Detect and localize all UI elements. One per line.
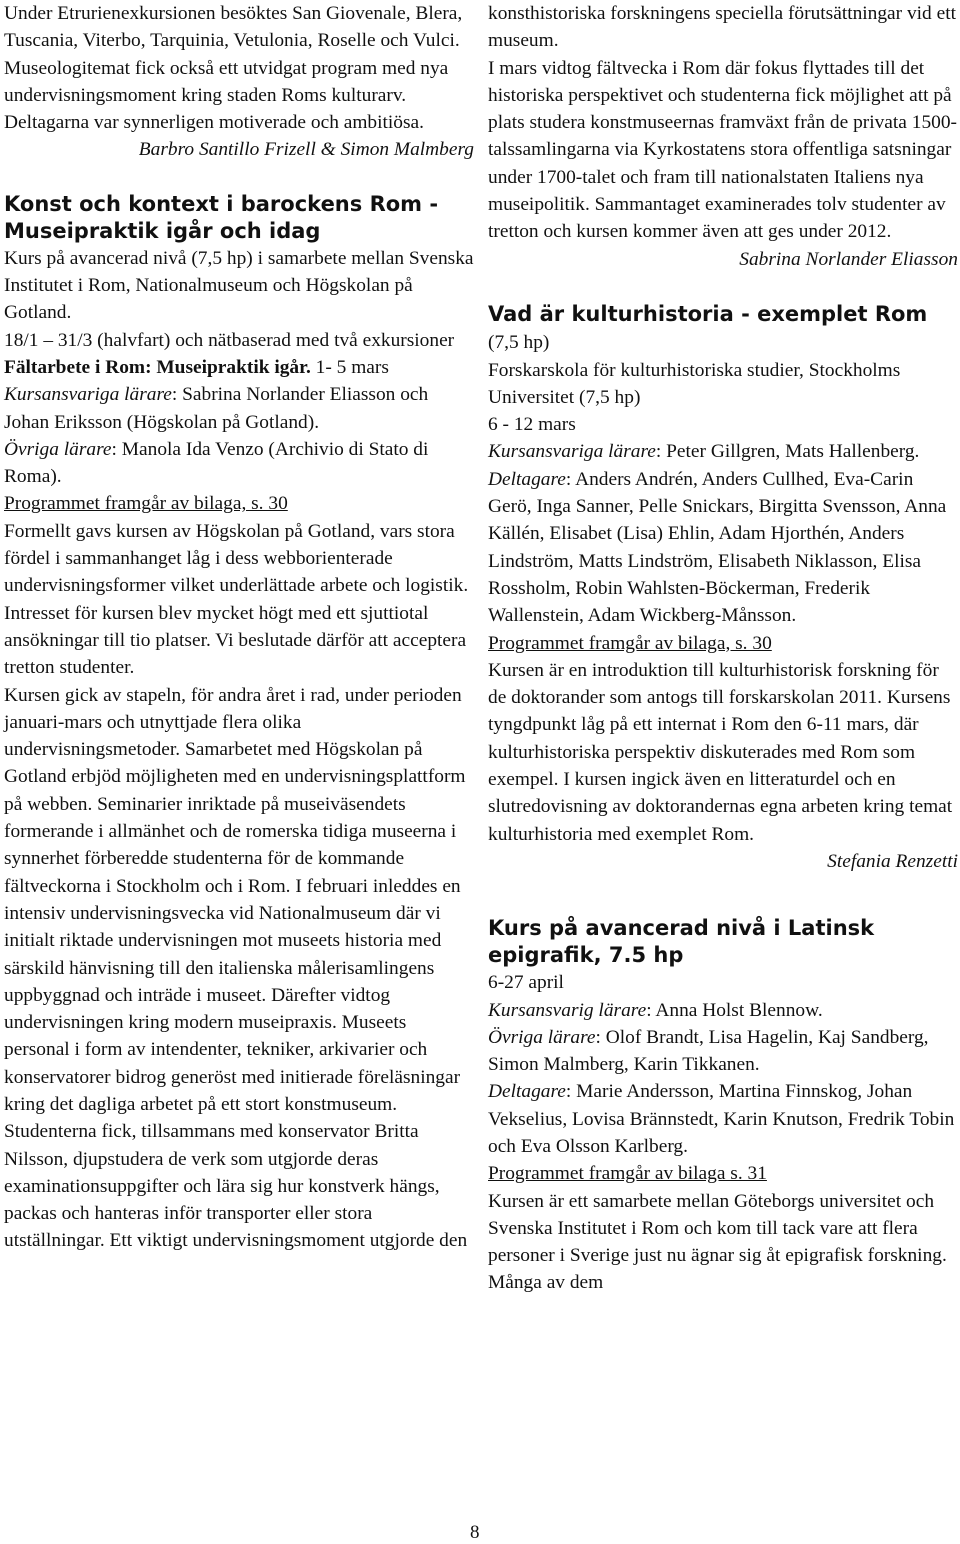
other-teachers-line bbox=[4, 436, 476, 491]
course3-dates: 6-27 april bbox=[488, 972, 564, 994]
program-link[interactable]: Programmet framgår av bilaga, s. 30 bbox=[4, 493, 288, 515]
course-title: Konst och kontext i barockens Rom - Museipraktik igår och idag bbox=[4, 191, 439, 243]
signature-right-1: Sabrina Norlander Eliasson bbox=[739, 248, 958, 270]
course2-info: Forskarskola för kulturhistoriska studier, Stockholms Universitet (7,5 hp) bbox=[488, 359, 901, 408]
course3-other-line bbox=[488, 1024, 958, 1079]
course2-teachers: : Peter Gillgren, Mats Hallenberg. bbox=[655, 441, 920, 463]
course2-title: Vad är kulturhistoria - exemplet Rom bbox=[488, 301, 928, 326]
course3-other: : Olof Brandt, Lisa Hagelin, Kaj Sandberg, Simon Malmberg, Karin Tikkanen. bbox=[488, 1026, 929, 1076]
course3-teacher: : Anna Holst Blennow. bbox=[646, 999, 823, 1021]
spacer bbox=[488, 875, 958, 915]
body-paragraph-1: Formellt gavs kursen av Högskolan på Gotland, vars stora fördel i sammanhanget låg i dess webborienterade undervisningsformer vilket underlättade arbete och logistik. Intresset för kursen blev mycket högt med ett sjuttiotal ansökningar till tio platser. Vi beslutade därför att acceptera tretton studenter. bbox=[4, 520, 469, 679]
signature-left: Barbro Santillo Frizell & Simon Malmberg bbox=[138, 139, 474, 161]
continued-paragraph: I mars vidtog fältvecka i Rom där fokus flyttades till det historiska perspektivet och studenterna fick möjlighet att på plats studera konstmuseernas framväxt från de privata 1500-talssamlingarna via Kyrkostatens stora offentliga satsningar under 1700-talet och fram till nationalstaten Italiens nya museipolitik. Sammantaget examinerades tolv studenter av tretton och kursen kommer även att ges under 2012. bbox=[488, 57, 957, 243]
course2-participants-label: Deltagare bbox=[488, 468, 566, 490]
page-number: 8 bbox=[470, 1522, 480, 1543]
course3-body: Kursen är ett samarbete mellan Göteborgs universitet och Svenska Institutet i Rom och kom till tack vare att flera personer i Sverige just nu ägnar sig åt epigrafisk forskning. Många av dem bbox=[488, 1190, 947, 1294]
course3-title: Kurs på avancerad nivå i Latinsk epigrafik, 7.5 hp bbox=[488, 916, 875, 968]
course3-other-label: Övriga lärare bbox=[488, 1026, 596, 1048]
teachers-line bbox=[4, 381, 476, 436]
course2-dates: 6 - 12 mars bbox=[488, 414, 576, 436]
right-column bbox=[488, 0, 958, 1297]
course2-teachers-line bbox=[488, 438, 958, 465]
course2-hp: (7,5 hp) bbox=[488, 332, 550, 354]
course-info: Kurs på avancerad nivå (7,5 hp) i samarbete mellan Svenska Institutet i Rom, Nationalmuseum och Högskolan på Gotland. bbox=[4, 247, 474, 324]
course3-participants-label: Deltagare bbox=[488, 1081, 566, 1103]
course-dates: 18/1 – 31/3 (halvfart) och nätbaserad med två exkursioner bbox=[4, 329, 455, 351]
fieldwork-label: Fältarbete i Rom: Museipraktik igår. bbox=[4, 356, 311, 378]
course3-program-link[interactable]: Programmet framgår av bilaga s. 31 bbox=[488, 1163, 767, 1185]
teachers-label: Kursansvariga lärare bbox=[4, 384, 172, 406]
course2-participants-line bbox=[488, 466, 958, 630]
intro-paragraph: Under Etrurienexkursionen besöktes San Giovenale, Blera, Tuscania, Viterbo, Tarquinia, Vetulonia, Roselle och Vulci. Museologitemat fick också ett utvidgat program med nya undervisningsmoment kring staden Roms kulturarv. Deltagarna var synnerligen motiverade och ambitiösa. bbox=[4, 3, 463, 134]
course3-teacher-line bbox=[488, 997, 958, 1024]
other-teachers-label: Övriga lärare bbox=[4, 438, 112, 460]
fieldwork-dates: 1- 5 mars bbox=[310, 356, 389, 378]
spacer bbox=[488, 273, 958, 301]
course2-participants: : Anders Andrén, Anders Cullhed, Eva-Carin Gerö, Inga Sanner, Pelle Snickars, Birgitta Svensson, Anna Källén, Elisabet (Lisa) Ehlin, Adam Hjorthén, Anders Lindström, Matts Lindström, Elisabeth Niklasson, Elisa Rossholm, Robin Wahlsten-Böckerman, Frederik Wallenstein, Adam Wickberg-Månsson. bbox=[488, 468, 947, 627]
continued-text: konsthistoriska forskningens speciella förutsättningar vid ett museum. bbox=[488, 3, 956, 52]
left-column bbox=[4, 0, 476, 1255]
body-paragraph-2: Kursen gick av stapeln, för andra året i rad, under perioden januari-mars och utnyttjade flera olika undervisningsmetoder. Samarbetet med Högskolan på Gotland erbjöd möjligheten med en undervisningsplattform på webben. Seminarier inriktade på museiväsendets formerande i allmänhet och de romerska tidiga museerna i synnerhet förberedde studenterna för de kommande fältveckorna i Stockholm och i Rom. I februari inleddes en intensiv undervisningsvecka vid Nationalmuseum där vi initialt riktade undervisningen mot museets historia med särskild hänvisning till den italienska målerisamlingens uppbyggnad och inträde i museet. Därefter vidtog undervisningen kring modern museipraxis. Museets personal i form av intendenter, tekniker, arkivarier och konservatorer bidrog generöst med initierade föreläsningar kring det dagliga arbetet på ett stort konstmuseum. Studenterna fick, tillsammans med konservator Britta Nilsson, djupstudera de verk som utgjorde deras examinationsuppgifter och lära sig hur konstverk hängs, packas och hanteras inför transporter eller stora utställningar. Ett viktigt undervisningsmoment utgjorde den bbox=[4, 684, 468, 1252]
signature-right-2: Stefania Renzetti bbox=[827, 850, 958, 872]
fieldwork-line bbox=[4, 354, 476, 381]
other-teachers-names: : Manola Ida Venzo (Archivio di Stato di Roma). bbox=[4, 438, 429, 488]
course3-teacher-label: Kursansvarig lärare bbox=[488, 999, 647, 1021]
teachers-names: : Sabrina Norlander Eliasson och Johan Eriksson (Högskolan på Gotland). bbox=[4, 384, 429, 433]
course3-participants-line bbox=[488, 1078, 958, 1160]
spacer bbox=[4, 164, 476, 191]
course2-program-link[interactable]: Programmet framgår av bilaga, s. 30 bbox=[488, 632, 772, 654]
course3-participants: : Marie Andersson, Martina Finnskog, Johan Vekselius, Lovisa Brännstedt, Karin Knutson, Fredrik Tobin och Eva Olsson Karlberg. bbox=[488, 1081, 955, 1157]
course2-teachers-label: Kursansvariga lärare bbox=[488, 441, 656, 463]
course2-body: Kursen är en introduktion till kulturhistorisk forskning för de doktorander som antogs till forskarskolan 2011. Kursens tyngdpunkt låg på ett internat i Rom den 6-11 mars, där kulturhistoriska perspektiv diskuterades med Rom som exempel. I kursen ingick även en litteraturdel och en slutredovisning av doktorandernas egna arbeten kring temat kulturhistoria med exemplet Rom. bbox=[488, 659, 953, 845]
